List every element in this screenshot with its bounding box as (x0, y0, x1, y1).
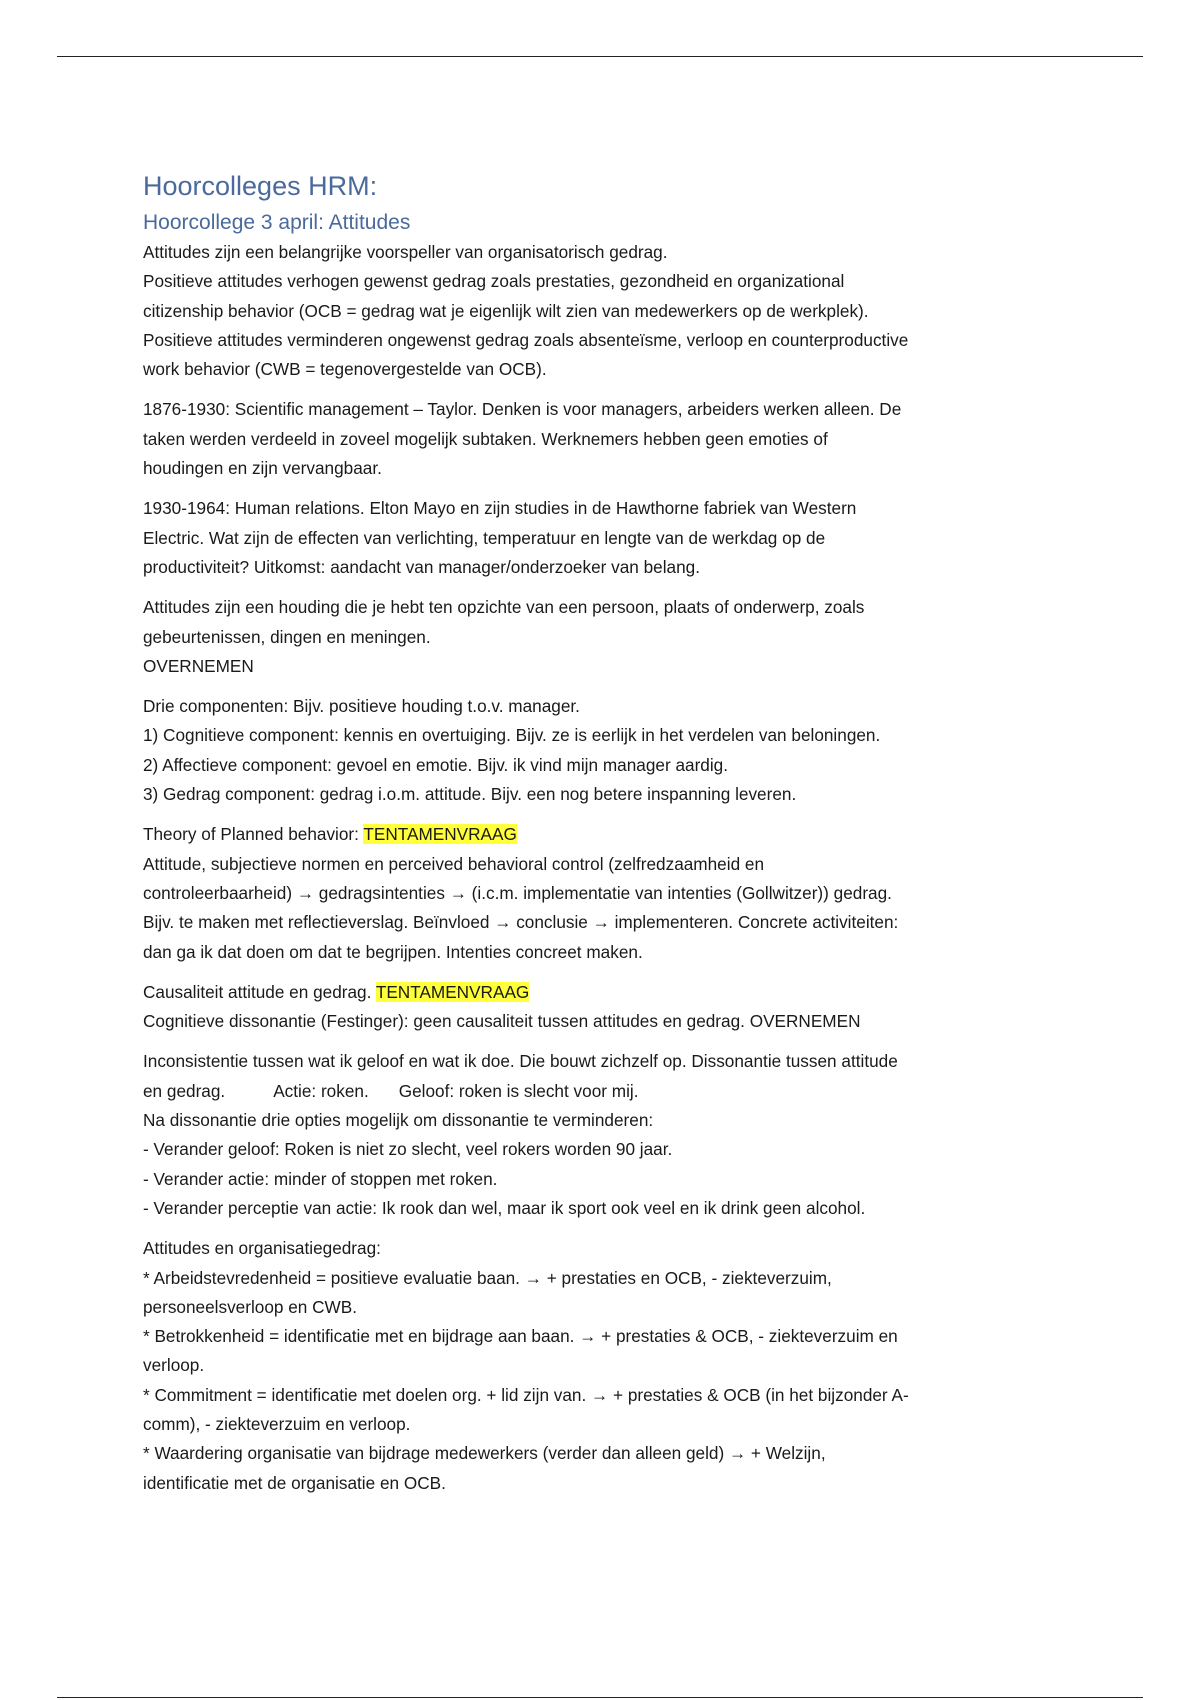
text-line (143, 820, 1063, 849)
text-line: taken werden verdeeld in zoveel mogelijk subtaken. Werknemers hebben geen emoties of (143, 428, 828, 449)
text-line: citizenship behavior (OCB = gedrag wat je eigenlijk wilt zien van medewerkers op de werkplek). (143, 300, 869, 321)
list-item: * Arbeidstevredenheid = positieve evaluatie baan. → + prestaties en OCB, - ziekteverzuim, (143, 1267, 832, 1288)
text-line: identificatie met de organisatie en OCB. (143, 1472, 446, 1493)
text-line: Inconsistentie tussen wat ik geloof en wat ik doe. Die bouwt zichzelf op. Dissonantie tussen attitude (143, 1051, 898, 1072)
text-line: comm), - ziekteverzuim en verloop. (143, 1413, 411, 1434)
text-line: Attitude, subjectieve normen en perceived behavioral control (zelfredzaamheid en (143, 853, 765, 874)
text-span: Causaliteit attitude en gedrag. (143, 981, 376, 1002)
text-line: Attitudes zijn een houding die je hebt ten opzichte van een persoon, plaats of onderwerp, zoals (143, 597, 865, 618)
list-item: - Verander geloof: Roken is niet zo slecht, veel rokers worden 90 jaar. (143, 1139, 673, 1160)
text-line (143, 978, 1063, 1007)
text-line: Drie componenten: Bijv. positieve houding t.o.v. manager. (143, 696, 580, 717)
paragraph-components (143, 692, 1063, 809)
paragraph-organisational-behavior (143, 1234, 1063, 1498)
list-item: 3) Gedrag component: gedrag i.o.m. attitude. Bijv. een nog betere inspanning leveren. (143, 784, 797, 805)
list-item: 1) Cognitieve component: kennis en overtuiging. Bijv. ze is eerlijk in het verdelen van beloningen. (143, 725, 881, 746)
text-line: Positieve attitudes verminderen ongewenst gedrag zoals absenteïsme, verloop en counterproductive (143, 329, 909, 350)
text-line: Bijv. te maken met reflectieverslag. Beïnvloed → conclusie → implementeren. Concrete activiteiten: (143, 912, 899, 933)
text-line: controleerbaarheid) → gedragsintenties → (i.c.m. implementatie van intenties (Gollwitzer)) gedrag. (143, 882, 892, 903)
text-span: Geloof: roken is slecht voor mij. (398, 1080, 639, 1101)
text-line: dan ga ik dat doen om dat te begrijpen. Intenties concreet maken. (143, 941, 643, 962)
paragraph-causality (143, 978, 1063, 1037)
paragraph-scientific-management (143, 395, 1063, 483)
text-line: 1876-1930: Scientific management – Taylor. Denken is voor managers, arbeiders werken alleen. De (143, 399, 902, 420)
list-item: - Verander actie: minder of stoppen met roken. (143, 1168, 498, 1189)
text-line: Attitudes zijn een belangrijke voorspeller van organisatorisch gedrag. (143, 242, 668, 262)
text-span: Actie: roken. (273, 1080, 369, 1101)
text-line: Na dissonantie drie opties mogelijk om dissonantie te verminderen: (143, 1110, 654, 1131)
exam-highlight: TENTAMENVRAAG (363, 824, 517, 845)
text-line: productiviteit? Uitkomst: aandacht van manager/onderzoeker van belang. (143, 556, 701, 577)
paragraph-attitude-definition (143, 593, 1063, 681)
paragraph-planned-behavior (143, 820, 1063, 966)
list-item: * Betrokkenheid = identificatie met en bijdrage aan baan. → + prestaties & OCB, - ziekteverzuim en (143, 1326, 898, 1347)
list-item: - Verander perceptie van actie: Ik rook dan wel, maar ik sport ook veel en ik drink geen alcohol. (143, 1197, 866, 1218)
paragraph-dissonance (143, 1047, 1063, 1223)
list-item: * Commitment = identificatie met doelen org. + lid zijn van. → + prestaties & OCB (in het bijzonder A- (143, 1384, 909, 1405)
text-line: OVERNEMEN (143, 655, 254, 676)
text-line (143, 1077, 1063, 1106)
text-line: verloop. (143, 1355, 205, 1376)
text-line: Electric. Wat zijn de effecten van verlichting, temperatuur en lengte van de werkdag op de (143, 527, 826, 548)
text-line: work behavior (CWB = tegenovergestelde van OCB). (143, 359, 547, 380)
text-line: personeelsverloop en CWB. (143, 1296, 357, 1317)
text-line: Cognitieve dissonantie (Festinger): geen causaliteit tussen attitudes en gedrag. OVERNEMEN (143, 1011, 861, 1032)
header-rule (57, 56, 1143, 57)
text-line: houdingen en zijn vervangbaar. (143, 458, 382, 479)
text-span: Theory of Planned behavior: (143, 824, 364, 845)
exam-highlight: TENTAMENVRAAG (375, 981, 530, 1002)
document-body (143, 168, 1063, 1509)
list-item: * Waardering organisatie van bijdrage medewerkers (verder dan alleen geld) → + Welzijn, (143, 1443, 826, 1464)
text-line: gebeurtenissen, dingen en meningen. (143, 626, 431, 647)
list-item: 2) Affectieve component: gevoel en emotie. Bijv. ik vind mijn manager aardig. (143, 754, 729, 775)
footer-rule (57, 1697, 1143, 1698)
text-line: Positieve attitudes verhogen gewenst gedrag zoals prestaties, gezondheid en organizational (143, 271, 845, 292)
paragraph-intro (143, 238, 1063, 384)
section-heading: Hoorcollege 3 april: Attitudes (143, 211, 411, 234)
paragraph-human-relations (143, 494, 1063, 582)
text-line: 1930-1964: Human relations. Elton Mayo en zijn studies in de Hawthorne fabriek van Western (143, 498, 857, 519)
text-line: Attitudes en organisatiegedrag: (143, 1238, 381, 1259)
text-span: en gedrag. (143, 1080, 226, 1101)
document-title: Hoorcolleges HRM: (143, 171, 378, 201)
